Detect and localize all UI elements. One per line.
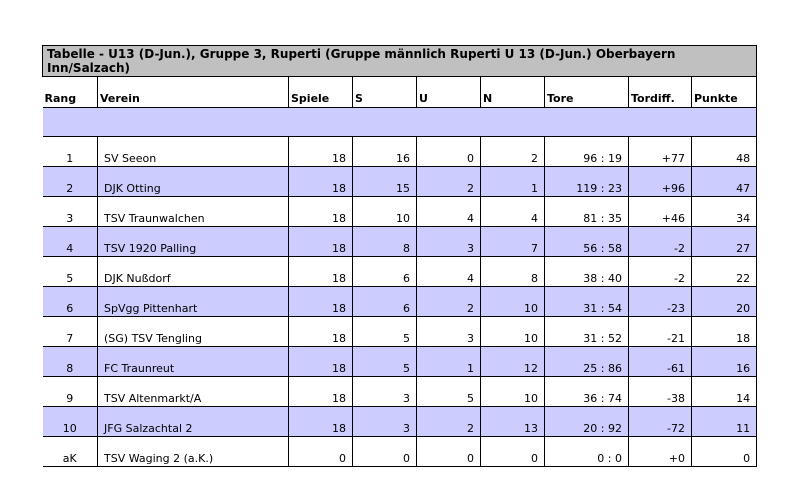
- cell-punkte: 14: [692, 377, 757, 407]
- cell-spiele: 18: [289, 347, 353, 377]
- cell-niederlagen: 13: [481, 407, 545, 437]
- cell-niederlagen: 10: [481, 317, 545, 347]
- cell-niederlagen: 10: [481, 377, 545, 407]
- cell-spiele: 18: [289, 287, 353, 317]
- cell-tore: 31 : 52: [545, 317, 629, 347]
- table-row: [43, 227, 757, 257]
- cell-spiele: 18: [289, 407, 353, 437]
- cell-niederlagen: 0: [481, 437, 545, 467]
- header-niederlagen: N: [481, 77, 545, 108]
- cell-rang: 3: [43, 197, 98, 227]
- table-row: [43, 137, 757, 167]
- cell-verein: TSV Waging 2 (a.K.): [98, 437, 289, 467]
- table-row: [43, 167, 757, 197]
- cell-spiele: 18: [289, 137, 353, 167]
- cell-siege: 16: [353, 137, 417, 167]
- cell-verein: FC Traunreut: [98, 347, 289, 377]
- cell-unentschieden: 0: [417, 137, 481, 167]
- cell-niederlagen: 7: [481, 227, 545, 257]
- cell-unentschieden: 5: [417, 377, 481, 407]
- cell-punkte: 27: [692, 227, 757, 257]
- cell-rang: 9: [43, 377, 98, 407]
- cell-spiele: 18: [289, 377, 353, 407]
- cell-spiele: 18: [289, 167, 353, 197]
- cell-siege: 3: [353, 377, 417, 407]
- cell-rang: aK: [43, 437, 98, 467]
- header-rang: Rang: [43, 77, 98, 108]
- cell-tordiff: -38: [629, 377, 692, 407]
- cell-verein: TSV Traunwalchen: [98, 197, 289, 227]
- cell-spiele: 18: [289, 227, 353, 257]
- cell-spiele: 0: [289, 437, 353, 467]
- header-unentschieden: U: [417, 77, 481, 108]
- cell-rang: 5: [43, 257, 98, 287]
- cell-siege: 0: [353, 437, 417, 467]
- cell-tordiff: -61: [629, 347, 692, 377]
- cell-niederlagen: 4: [481, 197, 545, 227]
- cell-tore: 56 : 58: [545, 227, 629, 257]
- cell-tordiff: +0: [629, 437, 692, 467]
- cell-punkte: 48: [692, 137, 757, 167]
- cell-tordiff: -2: [629, 227, 692, 257]
- cell-punkte: 11: [692, 407, 757, 437]
- cell-siege: 15: [353, 167, 417, 197]
- cell-tore: 0 : 0: [545, 437, 629, 467]
- cell-punkte: 18: [692, 317, 757, 347]
- cell-punkte: 47: [692, 167, 757, 197]
- cell-verein: DJK Otting: [98, 167, 289, 197]
- cell-tordiff: -2: [629, 257, 692, 287]
- table-row: [43, 437, 757, 467]
- spacer-row: [43, 108, 757, 137]
- cell-niederlagen: 8: [481, 257, 545, 287]
- cell-siege: 10: [353, 197, 417, 227]
- cell-verein: (SG) TSV Tengling: [98, 317, 289, 347]
- cell-tore: 81 : 35: [545, 197, 629, 227]
- cell-punkte: 16: [692, 347, 757, 377]
- cell-unentschieden: 4: [417, 197, 481, 227]
- cell-rang: 4: [43, 227, 98, 257]
- cell-punkte: 0: [692, 437, 757, 467]
- table-body: [43, 137, 757, 467]
- cell-tore: 25 : 86: [545, 347, 629, 377]
- table-title: Tabelle - U13 (D-Jun.), Gruppe 3, Ruperti (Gruppe männlich Ruperti U 13 (D-Jun.) Oberbayern Inn/Salzach): [43, 46, 757, 77]
- cell-unentschieden: 4: [417, 257, 481, 287]
- table-row: [43, 347, 757, 377]
- standings-table: [42, 45, 757, 467]
- cell-tore: 38 : 40: [545, 257, 629, 287]
- table-header-row: [43, 77, 757, 108]
- cell-rang: 10: [43, 407, 98, 437]
- cell-siege: 6: [353, 287, 417, 317]
- cell-niederlagen: 2: [481, 137, 545, 167]
- cell-siege: 8: [353, 227, 417, 257]
- header-verein: Verein: [98, 77, 289, 108]
- cell-verein: TSV 1920 Palling: [98, 227, 289, 257]
- cell-punkte: 34: [692, 197, 757, 227]
- header-siege: S: [353, 77, 417, 108]
- table-row: [43, 407, 757, 437]
- cell-punkte: 22: [692, 257, 757, 287]
- cell-verein: DJK Nußdorf: [98, 257, 289, 287]
- cell-verein: TSV Altenmarkt/A: [98, 377, 289, 407]
- table-title-row: [43, 46, 757, 77]
- cell-unentschieden: 0: [417, 437, 481, 467]
- table-row: [43, 197, 757, 227]
- cell-niederlagen: 10: [481, 287, 545, 317]
- cell-tordiff: +77: [629, 137, 692, 167]
- cell-rang: 6: [43, 287, 98, 317]
- cell-spiele: 18: [289, 257, 353, 287]
- table-row: [43, 377, 757, 407]
- spacer-cell: [43, 108, 757, 137]
- cell-unentschieden: 1: [417, 347, 481, 377]
- cell-spiele: 18: [289, 317, 353, 347]
- table-row: [43, 287, 757, 317]
- cell-tore: 20 : 92: [545, 407, 629, 437]
- cell-punkte: 20: [692, 287, 757, 317]
- cell-rang: 2: [43, 167, 98, 197]
- cell-tore: 96 : 19: [545, 137, 629, 167]
- cell-niederlagen: 1: [481, 167, 545, 197]
- cell-siege: 3: [353, 407, 417, 437]
- header-punkte: Punkte: [692, 77, 757, 108]
- cell-rang: 1: [43, 137, 98, 167]
- cell-siege: 5: [353, 347, 417, 377]
- cell-tore: 31 : 54: [545, 287, 629, 317]
- cell-verein: SpVgg Pittenhart: [98, 287, 289, 317]
- cell-unentschieden: 2: [417, 167, 481, 197]
- header-tordiff: Tordiff.: [629, 77, 692, 108]
- cell-tordiff: -23: [629, 287, 692, 317]
- cell-tordiff: -21: [629, 317, 692, 347]
- cell-siege: 6: [353, 257, 417, 287]
- cell-unentschieden: 3: [417, 317, 481, 347]
- cell-verein: JFG Salzachtal 2: [98, 407, 289, 437]
- cell-unentschieden: 3: [417, 227, 481, 257]
- cell-tore: 36 : 74: [545, 377, 629, 407]
- cell-tordiff: +46: [629, 197, 692, 227]
- cell-tore: 119 : 23: [545, 167, 629, 197]
- table-row: [43, 257, 757, 287]
- cell-spiele: 18: [289, 197, 353, 227]
- cell-tordiff: -72: [629, 407, 692, 437]
- cell-tordiff: +96: [629, 167, 692, 197]
- cell-siege: 5: [353, 317, 417, 347]
- cell-rang: 8: [43, 347, 98, 377]
- header-spiele: Spiele: [289, 77, 353, 108]
- cell-unentschieden: 2: [417, 407, 481, 437]
- cell-verein: SV Seeon: [98, 137, 289, 167]
- cell-rang: 7: [43, 317, 98, 347]
- header-tore: Tore: [545, 77, 629, 108]
- cell-unentschieden: 2: [417, 287, 481, 317]
- cell-niederlagen: 12: [481, 347, 545, 377]
- table-row: [43, 317, 757, 347]
